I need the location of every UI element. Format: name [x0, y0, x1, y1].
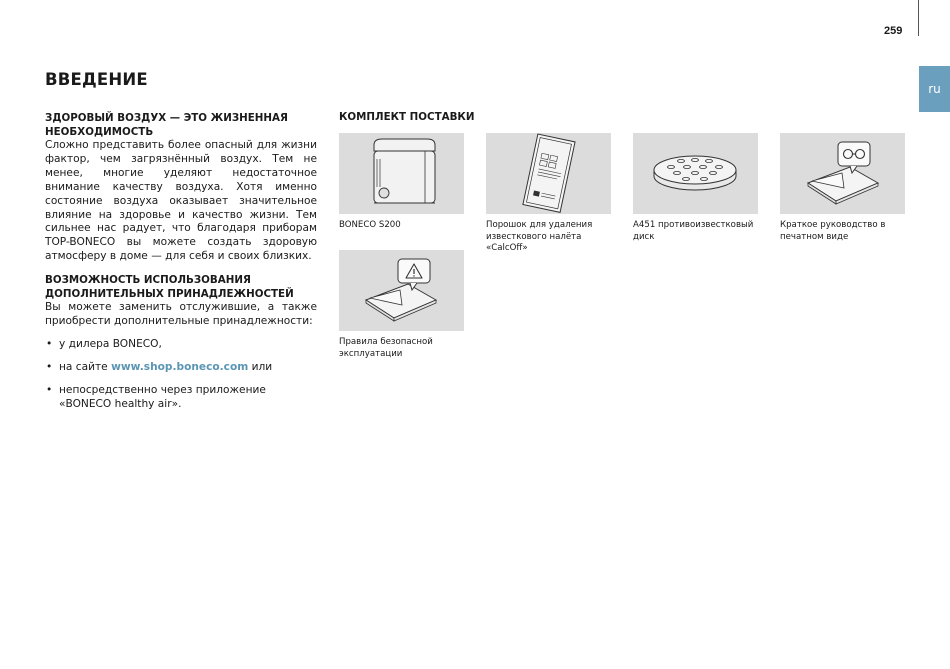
language-tab: ru — [919, 66, 950, 112]
website-suffix: или — [251, 360, 273, 373]
kit-heading: КОМПЛЕКТ ПОСТАВКИ — [339, 111, 475, 123]
healthy-air-text: Сложно представить более опасный для жизни фактор, чем загрязнённый воздух. Тем не менее, многие уделяют недостаточное внимание качеству воздуха. Хотя именно состояние воздуха оказывает значительное влияние на здоровье и качество жизни. Тем сильнее нас радует, что благодаря приборам TOP-BONECO вы можете создать здоровую атмосферу в доме — для себя и своих близких. — [45, 139, 317, 263]
bullet-icon: • — [46, 360, 53, 373]
page-number: 259 — [884, 25, 903, 37]
kit-caption: Правила безопасной эксплуатации — [339, 337, 433, 359]
list-item — [45, 338, 317, 352]
kit-caption: Краткое руководство в печатном виде — [780, 220, 886, 242]
kit-caption: Порошок для удаления известкового налёта «CalcOff» — [486, 220, 593, 253]
shop-link[interactable]: www.shop.boneco.com — [111, 360, 249, 373]
list-item — [45, 384, 317, 412]
purchase-options-list — [45, 338, 317, 412]
healthy-air-heading: ЗДОРОВЫЙ ВОЗДУХ — ЭТО ЖИЗНЕННАЯ НЕОБХОДИМОСТЬ — [45, 112, 288, 138]
page-title: ВВЕДЕНИЕ — [45, 70, 148, 89]
humidifier-icon — [339, 133, 464, 214]
bullet-icon: • — [46, 383, 53, 396]
quick-guide-icon — [780, 133, 905, 214]
kit-image-box — [339, 250, 464, 331]
kit-item-calcoff — [486, 133, 611, 255]
dealer-option: у дилера BONECO, — [59, 337, 162, 350]
kit-caption: A451 противоизвестковый диск — [633, 220, 754, 242]
kit-item-humidifier — [339, 133, 464, 232]
accessories-text: Вы можете заменить отслужившие, а также приобрести дополнительные принадлежности: — [45, 301, 317, 328]
header-divider — [918, 0, 919, 36]
list-item — [45, 361, 317, 375]
kit-image-box — [339, 133, 464, 214]
kit-item-quick-guide — [780, 133, 905, 243]
kit-image-box — [633, 133, 758, 214]
decalcification-disc-icon — [633, 133, 758, 214]
bullet-icon: • — [46, 337, 53, 350]
calcoff-package-icon — [486, 133, 611, 214]
safety-instructions-icon — [339, 250, 464, 331]
website-prefix: на сайте — [59, 360, 108, 373]
kit-caption: BONECO S200 — [339, 220, 401, 230]
kit-image-box — [486, 133, 611, 214]
kit-item-disc — [633, 133, 758, 243]
app-option: непосредственно через приложение «BONECO healthy air». — [59, 383, 266, 410]
accessories-heading: ВОЗМОЖНОСТЬ ИСПОЛЬЗОВАНИЯ ДОПОЛНИТЕЛЬНЫХ ПРИНАДЛЕЖНОСТЕЙ — [45, 274, 294, 301]
kit-image-box — [780, 133, 905, 214]
kit-item-safety — [339, 250, 464, 360]
intro-column — [45, 111, 317, 421]
